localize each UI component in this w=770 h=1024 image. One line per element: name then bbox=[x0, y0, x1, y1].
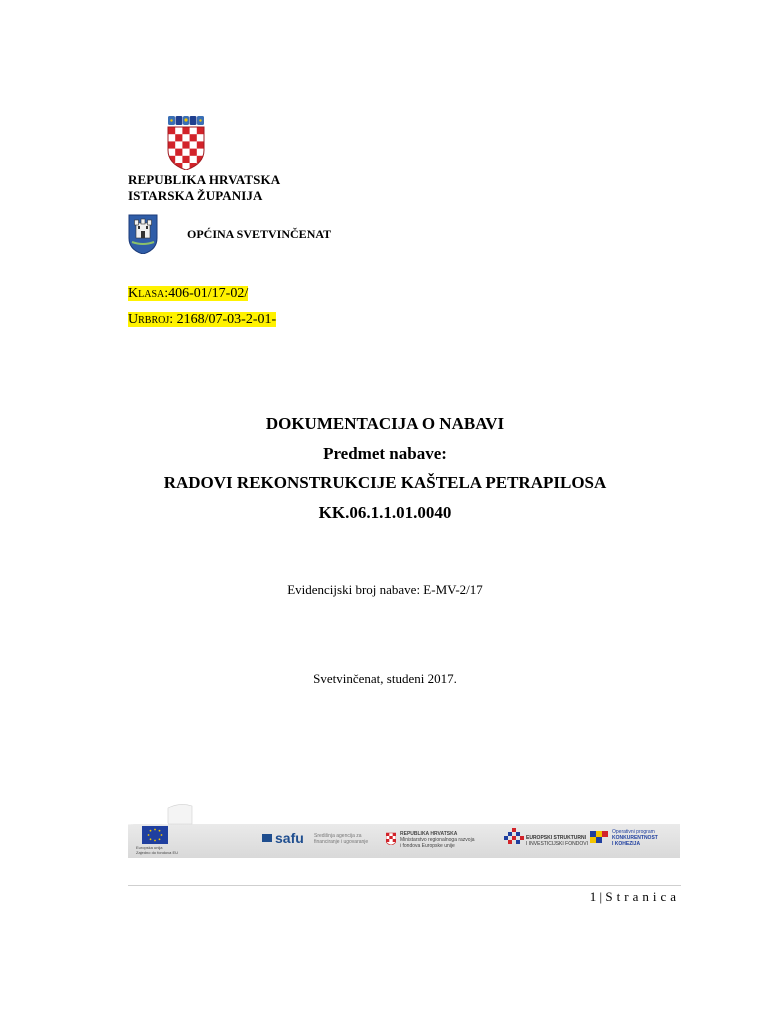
page-number: 1 bbox=[589, 889, 597, 904]
page-separator: | bbox=[596, 889, 606, 904]
eu-caption bbox=[136, 845, 178, 855]
ministry-caption-line-2: Ministarstvo regionalnoga razvoja bbox=[400, 837, 475, 843]
project-code: KK.06.1.1.01.0040 bbox=[318, 503, 452, 522]
subject-label: Predmet nabave: bbox=[323, 444, 447, 463]
op-caption-line-2: KONKURENTNOST bbox=[612, 835, 658, 841]
klasa-value: 406-01/17-02/ bbox=[168, 286, 249, 301]
country-name: REPUBLIKA HRVATSKA bbox=[128, 172, 281, 187]
safu-logo-text: safu bbox=[275, 830, 304, 846]
ministry-coat-icon bbox=[386, 831, 396, 845]
county-name: ISTARSKA ŽUPANIJA bbox=[128, 188, 263, 203]
klasa-line bbox=[128, 286, 248, 302]
municipality-name: OPĆINA SVETVINČENAT bbox=[187, 227, 332, 241]
page-word: Stranica bbox=[605, 889, 680, 904]
municipality-coat-of-arms bbox=[128, 214, 158, 254]
op-caption-line-1: Operativni program bbox=[612, 829, 655, 835]
klasa-label: Klasa: bbox=[128, 286, 169, 301]
safu-caption-line-2: financiranje i ugovaranje bbox=[314, 839, 369, 845]
safu-logo-icon bbox=[262, 834, 272, 842]
ministry-caption bbox=[400, 831, 474, 849]
safu-caption-line-1: Središnja agencija za bbox=[314, 833, 362, 839]
croatian-coat-of-arms bbox=[162, 116, 210, 170]
ministry-caption-line-1: REPUBLIKA HRVATSKA bbox=[400, 831, 458, 837]
urbroj-value: 2168/07-03-2-01- bbox=[173, 312, 277, 327]
eu-funding-logo-strip bbox=[128, 800, 680, 868]
subject-title: RADOVI REKONSTRUKCIJE KAŠTELA PETRAPILOSA bbox=[163, 473, 607, 492]
footer-divider bbox=[128, 885, 681, 886]
eu-caption-line-1: Europska unija bbox=[136, 845, 163, 850]
page-footer bbox=[590, 889, 680, 905]
place-date: Svetvinčenat, studeni 2017. bbox=[313, 671, 457, 686]
evidence-number: Evidencijski broj nabave: E-MV-2/17 bbox=[287, 582, 483, 597]
op-competitiveness-icon bbox=[590, 831, 608, 845]
op-caption-line-3: I KOHEZIJA bbox=[612, 841, 641, 847]
document-title: DOKUMENTACIJA O NABAVI bbox=[265, 414, 505, 433]
op-caption bbox=[612, 829, 658, 847]
eu-caption-line-2: Zajedno do fondova EU bbox=[136, 850, 179, 855]
eu-flag-icon bbox=[142, 826, 168, 844]
urbroj-line bbox=[128, 312, 276, 328]
esi-funds-icon bbox=[504, 828, 524, 848]
esi-funds-caption bbox=[526, 835, 588, 847]
safu-caption bbox=[314, 833, 368, 845]
urbroj-label: Urbroj: bbox=[128, 312, 174, 327]
ministry-caption-line-3: i fondova Europske unije bbox=[400, 843, 455, 849]
esi-caption-line-2: I INVESTICIJSKI FONDOVI bbox=[526, 841, 588, 847]
esi-caption-line-1: EUROPSKI STRUKTURNI bbox=[526, 835, 587, 841]
